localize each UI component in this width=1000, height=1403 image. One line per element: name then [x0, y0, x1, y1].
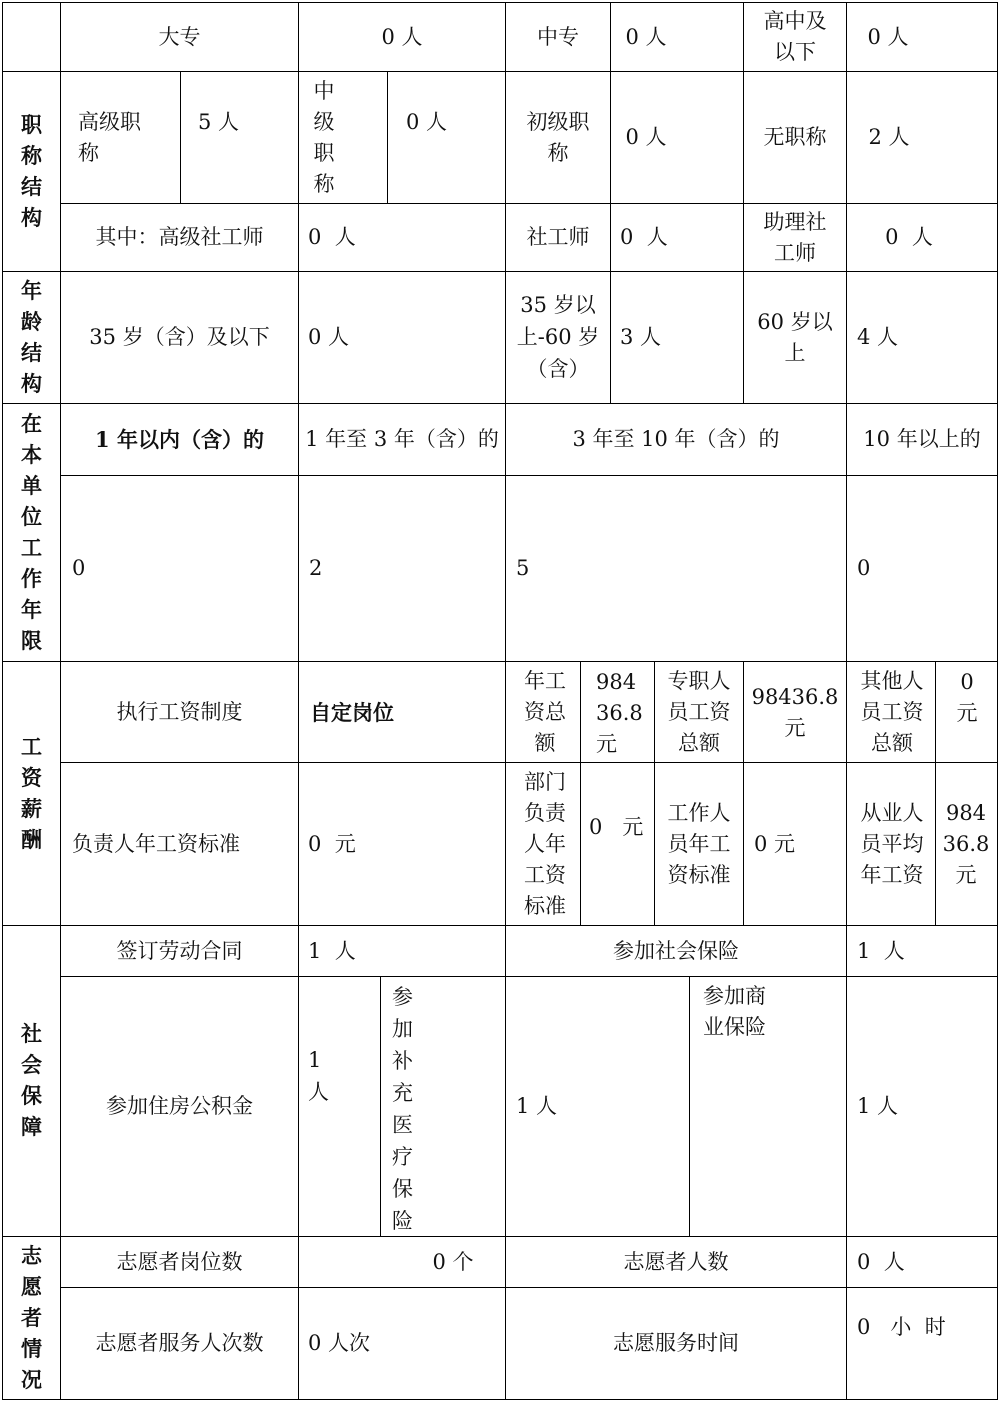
age-over60-label: 60 岁以上: [757, 309, 833, 365]
dazhuan-value: 0 人: [381, 24, 423, 49]
tenure-col2-value: 2: [309, 556, 323, 580]
tenure-col2-header: 1 年至 3 年（含）的: [305, 427, 499, 451]
labor-contract-label: 签订劳动合同: [116, 938, 243, 963]
dazhuan-label: 大专: [158, 24, 201, 49]
senior-title-label: 高级职称: [78, 109, 141, 165]
salary-system-value: 自定岗位: [310, 699, 394, 725]
salary-leader-label: 负责人年工资标准: [72, 831, 240, 856]
salary-average-label: 从业人员平均年工资: [860, 800, 924, 887]
housing-fund-value: 1人: [308, 1048, 329, 1104]
salary-leader-value: 0 元: [308, 831, 356, 856]
salary-staff-value: 0 元: [754, 831, 796, 856]
volunteer-count-label: 志愿者人数: [623, 1249, 729, 1274]
title-structure-section-label: 职称结构: [20, 112, 42, 230]
tenure-col1-header: 1 年以内（含）的: [95, 427, 264, 452]
age-35-60-label-line1: 35 岁以: [520, 293, 596, 317]
age-under35-label: 35 岁（含）及以下: [89, 325, 270, 349]
commercial-insurance-value: 1 人: [857, 1094, 899, 1118]
salary-fulltime-label: 专职人员工资总额: [667, 668, 731, 755]
age-structure-section-label: 年龄结构: [20, 278, 42, 396]
assistant-social-worker-label: 助理社工师: [763, 209, 827, 265]
commercial-insurance-label: 参加商业保险: [703, 984, 766, 1039]
supplementary-medical-label: 参加补充医疗保险: [392, 985, 413, 1233]
salary-dept-head-label: 部门负责人年工资标准: [524, 769, 566, 918]
zhongzhuan-value: 0 人: [625, 24, 667, 49]
middle-title-value: 0 人: [406, 109, 448, 134]
salary-staff-label: 工作人员年工资标准: [667, 800, 731, 887]
middle-title-label: 中级职称: [313, 78, 335, 196]
age-35-60-label-line2: 上-60 岁: [516, 325, 600, 349]
salary-other-label: 其他人员工资总额: [860, 668, 924, 755]
volunteer-hours-value: 0 小 时: [857, 1315, 946, 1339]
junior-title-value: 0 人: [625, 125, 667, 149]
volunteer-services-label: 志愿者服务人次数: [95, 1331, 264, 1355]
volunteers-section-label: 志愿者情况: [20, 1243, 42, 1392]
volunteer-count-value: 0 人: [857, 1249, 905, 1274]
tenure-col4-header: 10 年以上的: [863, 427, 981, 451]
junior-title-label: 初级职称: [526, 109, 590, 165]
volunteer-posts-value: 0 个: [432, 1249, 474, 1274]
salary-section-label: 工资薪酬: [20, 734, 42, 852]
zhongzhuan-label: 中专: [537, 24, 579, 49]
social-security-section-label: 社会保障: [20, 1022, 42, 1139]
senior-social-worker-value: 0 人: [308, 225, 356, 249]
volunteer-posts-label: 志愿者岗位数: [116, 1249, 243, 1274]
senior-social-worker-label: 其中：高级社工师: [95, 225, 264, 249]
senior-title-value: 5 人: [198, 109, 240, 134]
social-insurance-label: 参加社会保险: [613, 938, 739, 963]
salary-total-value: 98436.8元: [596, 670, 643, 756]
social-worker-value: 0 人: [620, 225, 668, 249]
salary-dept-head-value: 0 元: [589, 815, 644, 839]
tenure-col3-header: 3 年至 10 年（含）的: [572, 427, 780, 451]
volunteer-hours-label: 志愿服务时间: [613, 1331, 739, 1355]
volunteer-services-value: 0 人次: [308, 1331, 371, 1355]
housing-fund-label: 参加住房公积金: [106, 1094, 253, 1118]
salary-total-label: 年工资总额: [524, 668, 566, 755]
age-under35-value: 0 人: [308, 325, 350, 349]
salary-system-label: 执行工资制度: [116, 699, 243, 724]
tenure-section-label: 在本单位工作年限: [20, 411, 42, 653]
age-over60-value: 4 人: [857, 325, 899, 349]
salary-average-value: 98436.8元: [942, 800, 990, 887]
labor-contract-value: 1 人: [308, 938, 356, 963]
gaozhong-label: 高中及以下: [763, 9, 827, 64]
assistant-social-worker-value: 0 人: [885, 225, 933, 249]
salary-other-value: 0元: [956, 670, 978, 725]
tenure-col4-value: 0: [857, 556, 871, 580]
social-worker-label: 社工师: [526, 225, 590, 249]
no-title-label: 无职称: [763, 125, 827, 149]
age-35-60-value: 3 人: [620, 325, 662, 349]
age-35-60-label-line3: （含）: [526, 357, 590, 381]
supplementary-medical-value: 1 人: [516, 1094, 558, 1118]
salary-fulltime-value: 98436.8元: [751, 685, 839, 740]
gaozhong-value: 0 人: [867, 24, 909, 49]
tenure-col3-value: 5: [516, 556, 530, 580]
no-title-value: 2 人: [868, 125, 910, 149]
tenure-col1-value: 0: [72, 556, 86, 580]
social-insurance-value: 1 人: [857, 938, 905, 963]
